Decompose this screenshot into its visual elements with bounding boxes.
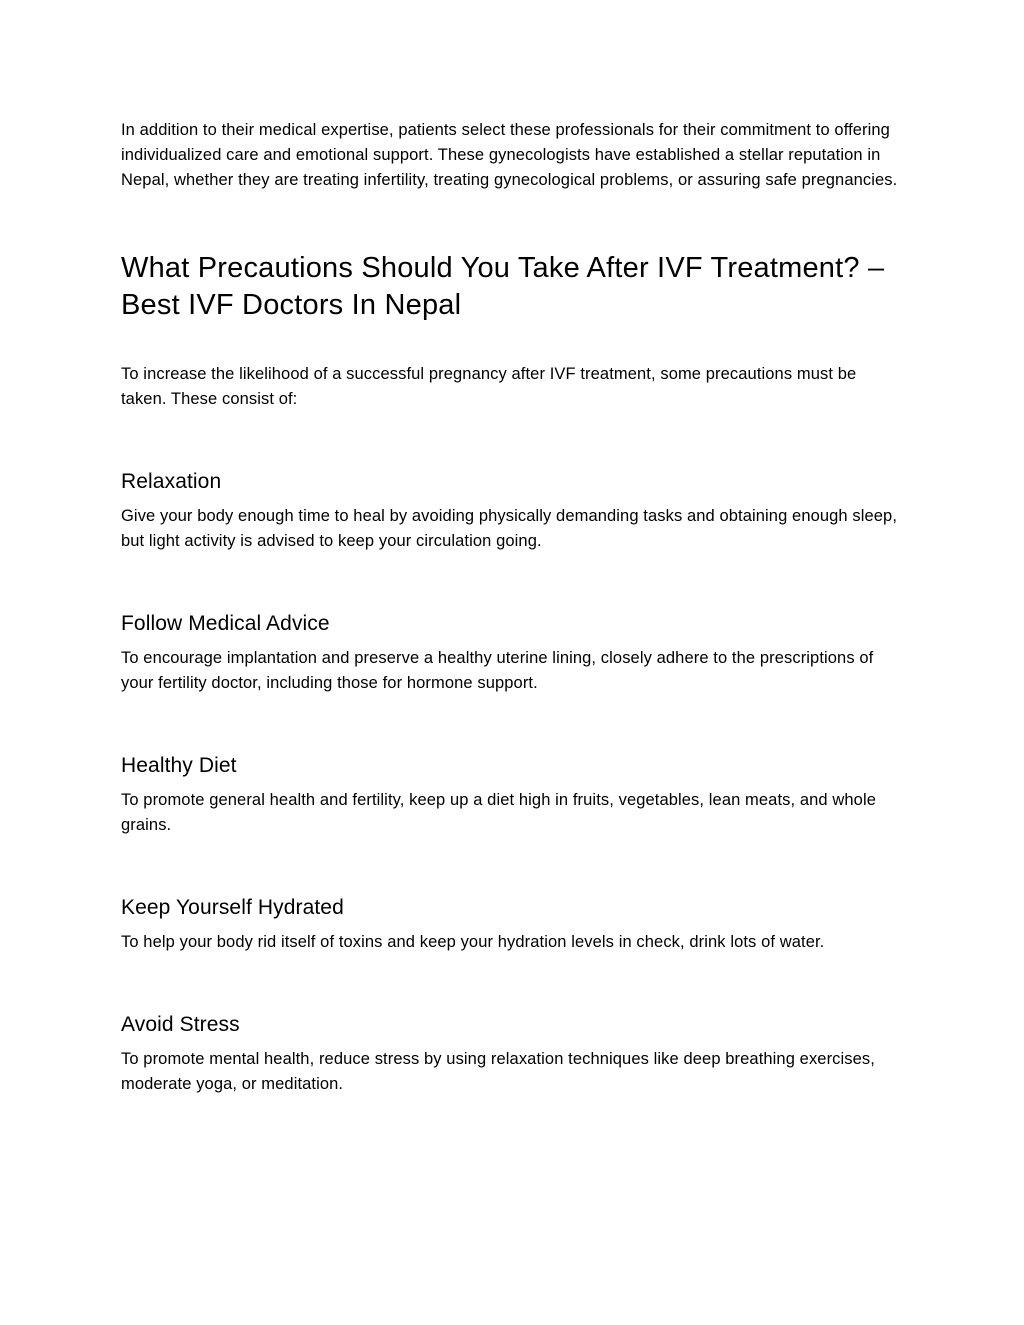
intro-paragraph: In addition to their medical expertise, patients select these professionals for their commitment to offering individualized care and emotional support. These gynecologists have established a stellar reputation in Nepal, whether they are treating infertility, treating gynecological problems, or assuring safe pregnancies. (121, 121, 898, 189)
section-body-keep-yourself-hydrated: To help your body rid itself of toxins and keep your hydration levels in check, drink lots of water. (121, 933, 825, 951)
section-keep-yourself-hydrated (121, 895, 905, 955)
main-heading: What Precautions Should You Take After IVF Treatment? – Best IVF Doctors In Nepal (121, 252, 885, 321)
lead-paragraph: To increase the likelihood of a successful pregnancy after IVF treatment, some precautions must be taken. These consist of: (121, 365, 857, 408)
section-heading-avoid-stress: Avoid Stress (121, 1013, 240, 1036)
section-heading-follow-medical-advice: Follow Medical Advice (121, 612, 330, 635)
section-heading-healthy-diet: Healthy Diet (121, 754, 237, 777)
section-heading-keep-yourself-hydrated: Keep Yourself Hydrated (121, 896, 344, 919)
section-avoid-stress (121, 1012, 905, 1097)
section-body-avoid-stress: To promote mental health, reduce stress by using relaxation techniques like deep breathing exercises, moderate yoga, or meditation. (121, 1050, 875, 1093)
section-body-healthy-diet: To promote general health and fertility, keep up a diet high in fruits, vegetables, lean meats, and whole grains. (121, 791, 876, 834)
section-relaxation (121, 469, 905, 554)
section-heading-relaxation: Relaxation (121, 470, 222, 493)
document-content (121, 118, 905, 1097)
section-body-relaxation: Give your body enough time to heal by avoiding physically demanding tasks and obtaining enough sleep, but light activity is advised to keep your circulation going. (121, 507, 898, 550)
section-healthy-diet (121, 753, 905, 838)
section-follow-medical-advice (121, 611, 905, 696)
section-body-follow-medical-advice: To encourage implantation and preserve a healthy uterine lining, closely adhere to the prescriptions of your fertility doctor, including those for hormone support. (121, 649, 874, 692)
